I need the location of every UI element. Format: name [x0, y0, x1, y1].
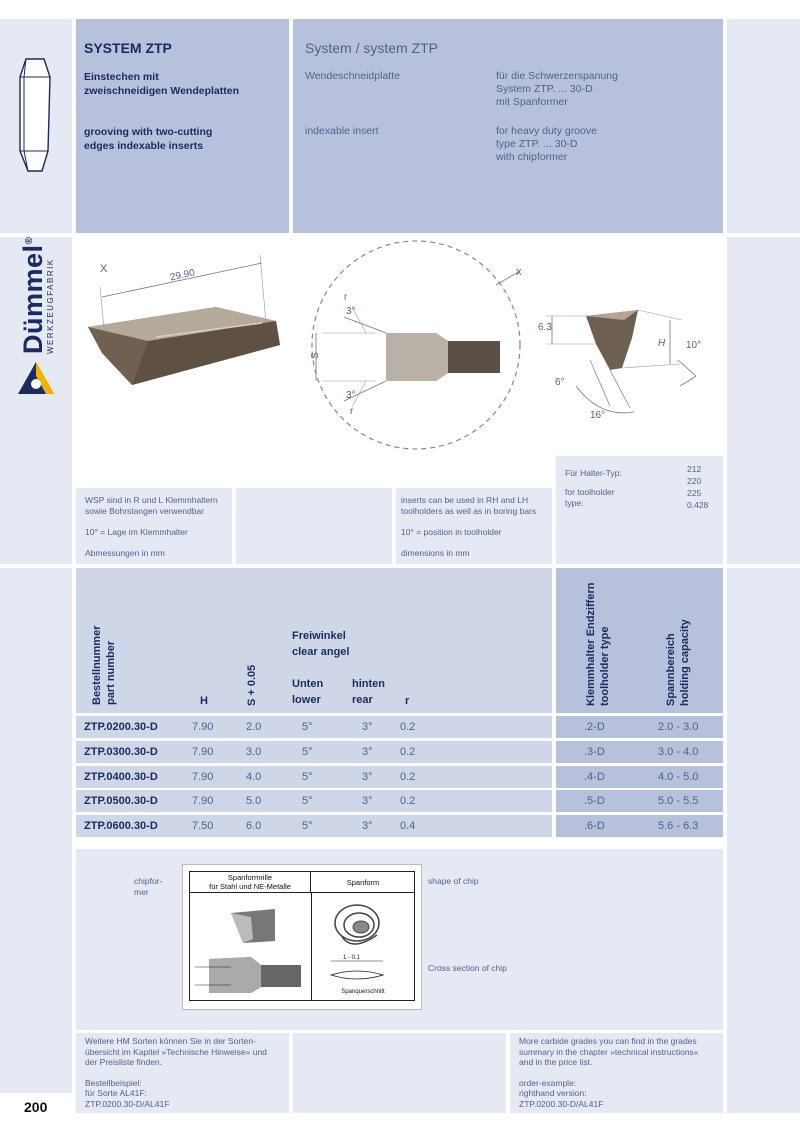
holder-type-1: 212: [687, 464, 702, 474]
table-cell-part: ZTP.0400.30-D: [84, 771, 158, 783]
side-panel-right-mid: [727, 237, 800, 564]
table-cell-part: ZTP.0300.30-D: [84, 746, 158, 758]
table-col-r: r: [405, 695, 410, 707]
table-cell-capacity: 5.6 - 6.3: [658, 820, 699, 832]
table-col-lower: [292, 676, 323, 708]
header-title-right: System / system ZTP: [305, 40, 439, 56]
footer-en2: summary in the chapter »technical instructions«: [519, 1046, 699, 1057]
table-col-capacity: [664, 619, 692, 706]
table-col-part: [90, 626, 118, 705]
table-cell-holder: .5-D: [584, 795, 605, 807]
holder-type-3: 225: [687, 488, 702, 498]
side-panel-left-bottom: [0, 568, 72, 1093]
chip-figure-title-left: [189, 873, 311, 891]
table-cell-s: 5.0: [246, 795, 262, 807]
drawing-s: S: [309, 352, 321, 359]
table-header-right: [556, 568, 723, 713]
table-cell-rear: 3°: [362, 820, 373, 832]
footer-blank-panel: [293, 1033, 506, 1113]
chip-box-left2: für Stahl und NE-Metalle: [209, 882, 291, 891]
drawing-angle-bottom: 3°: [346, 390, 356, 401]
table-cell-capacity: 2.0 - 3.0: [658, 721, 699, 733]
drawing-angle-10: 10°: [686, 340, 702, 351]
insert-side-icon: [12, 55, 56, 175]
header-desc-en: [496, 125, 597, 164]
table-cell-r: 0.2: [400, 795, 416, 807]
table-cell-holder: .3-D: [584, 746, 605, 758]
chip-illustration: [191, 895, 413, 999]
header-de-description: [84, 70, 239, 98]
header-desc-en2: type ZTP. ... 30-D: [496, 138, 578, 150]
chip-cross-label: Spanquerschnitt: [341, 989, 385, 995]
table-cell-h: 7.90: [192, 746, 214, 758]
header-insert-de: Wendeschneidplatte: [305, 70, 400, 82]
drawing-length: 29.90: [169, 267, 196, 284]
chip-label: [134, 876, 162, 897]
notes-en2: toolholders as well as in boring bars: [401, 505, 537, 516]
table-cell-lower: 5°: [302, 795, 313, 807]
footer-de2: übersicht im Kapitel »Technische Hinweise« und: [85, 1046, 267, 1057]
table-cell-lower: 5°: [302, 721, 313, 733]
table-col-h: H: [200, 695, 208, 707]
table-cell-s: 2.0: [246, 721, 262, 733]
table-cell-rear: 3°: [362, 795, 373, 807]
drawing-r-bottom: r: [350, 406, 354, 417]
table-cell-rear: 3°: [362, 771, 373, 783]
header-en-line1: grooving with two-cutting: [84, 126, 213, 138]
chip-label1: chipfor-: [134, 876, 163, 886]
table-col-part-en: part number: [105, 640, 117, 705]
header-desc-de3: mit Spanformer: [496, 96, 568, 108]
notes-de1: WSP sind in R und L Klemmhaltern: [85, 495, 218, 505]
table-cell-h: 7.50: [192, 820, 214, 832]
table-row: [76, 766, 724, 788]
table-cell-rear: 3°: [362, 721, 373, 733]
header-desc-de: [496, 70, 618, 109]
notes-en1: inserts can be used in RH and LH: [401, 495, 529, 505]
notes-de4: Abmessungen in mm: [85, 547, 165, 558]
footer-de1: Weitere HM Sorten können Sie in der Sorten-: [85, 1036, 256, 1046]
holder-types: [687, 463, 708, 511]
table-cell-r: 0.2: [400, 746, 416, 758]
brand-subtitle: WERKZEUGFABRIK: [46, 258, 55, 354]
chip-label2: mer: [134, 886, 149, 897]
drawing-label-x1: X: [100, 263, 108, 275]
header-de-line2: zweischneidigen Wendeplatten: [84, 85, 239, 97]
header-insert-en: indexable insert: [305, 125, 379, 137]
table-cell-h: 7.90: [192, 795, 214, 807]
footer-de5: für Sorte AL41F:: [85, 1088, 147, 1098]
footer-en3: and in the price list.: [519, 1057, 593, 1067]
notes-de3: 10° = Lage im Klemmhalter: [85, 527, 188, 537]
drawing-angle-top: 3°: [346, 306, 356, 317]
drawing-h-small: 6.3: [538, 322, 552, 333]
table-cell-capacity: 3.0 - 4.0: [658, 746, 699, 758]
header-en-description: [84, 125, 212, 153]
header-desc-de1: für die Schwerzerspanung: [496, 70, 618, 82]
table-cell-rear: 3°: [362, 746, 373, 758]
table-cell-r: 0.2: [400, 721, 416, 733]
notes-en4: dimensions in mm: [401, 547, 470, 558]
table-col-rear-en: rear: [352, 694, 373, 706]
notes-de2: sowie Bohrstangen verwendbar: [85, 505, 205, 516]
drawing-angle-6: 6°: [555, 377, 565, 388]
brand-name-text: Dümmel: [18, 244, 48, 354]
table-cell-h: 7.90: [192, 721, 214, 733]
footer-de3: der Preisliste finden.: [85, 1057, 163, 1067]
table-cell-lower: 5°: [302, 820, 313, 832]
header-desc-de2: System ZTP. ... 30-D: [496, 83, 593, 95]
table-col-lower-en: lower: [292, 694, 321, 706]
footer-en5: righthand version:: [519, 1088, 587, 1098]
table-cell-part: ZTP.0500.30-D: [84, 795, 158, 807]
notes-de: [85, 495, 218, 558]
profile-drawing: [530, 290, 730, 430]
notes-blank-panel: [236, 488, 392, 564]
side-panel-right-top: [727, 19, 800, 233]
holder-type-2: 220: [687, 476, 702, 486]
holder-label-en1: for toolholder: [565, 487, 615, 497]
table-cell-lower: 5°: [302, 771, 313, 783]
header-desc-en3: with chipformer: [496, 151, 568, 163]
header-de-line1: Einstechen mit: [84, 71, 159, 83]
brand-registered: ®: [24, 236, 35, 245]
table-col-holder-en: toolholder type: [599, 626, 611, 706]
chip-shape: shape of chip: [428, 876, 479, 886]
table-col-clear-en: clear angel: [292, 646, 350, 658]
table-row: [76, 815, 724, 837]
side-panel-right-bottom: [727, 568, 800, 1113]
table-row: [76, 790, 724, 812]
table-cell-holder: .6-D: [584, 820, 605, 832]
footer-en: [519, 1036, 699, 1109]
table-col-holder-de: Klemmhalter Endziffern: [585, 582, 597, 706]
chip-figure: [182, 864, 422, 1010]
drawing-angle-16: 16°: [590, 410, 606, 421]
drawing-r-top: r: [344, 292, 348, 303]
table-cell-r: 0.2: [400, 771, 416, 783]
table-col-rear: [352, 676, 385, 708]
table-cell-holder: .4-D: [584, 771, 605, 783]
holder-label-en: [565, 487, 615, 508]
chip-box-left1: Spanformrille: [227, 873, 273, 882]
brand-logo-icon: [16, 360, 56, 398]
technical-drawing: [76, 237, 556, 487]
brand-name: [18, 237, 49, 354]
table-cell-s: 4.0: [246, 771, 262, 783]
table-col-capacity-de: Spannbereich: [665, 633, 677, 706]
table-col-lower-de: Unten: [292, 678, 324, 690]
footer-de4: Bestellbeispiel:: [85, 1077, 142, 1088]
holder-type-4: 0.428: [687, 500, 709, 510]
page-number: 200: [24, 1099, 48, 1115]
table-row: [76, 741, 724, 763]
holder-label-en2: type:: [565, 497, 584, 508]
table-cell-r: 0.4: [400, 820, 416, 832]
table-col-holder: [584, 583, 612, 706]
drawing-label-x2: x: [516, 266, 522, 278]
header-title-left: SYSTEM ZTP: [84, 40, 172, 56]
table-cell-lower: 5°: [302, 746, 313, 758]
chip-cross-section: Cross section of chip: [428, 963, 507, 973]
notes-en3: 10° = position in toolholder: [401, 527, 502, 537]
table-cell-s: 6.0: [246, 820, 262, 832]
header-desc-en1: for heavy duty groove: [496, 125, 597, 137]
chip-figure-title-right: Spanform: [346, 878, 380, 887]
table-cell-holder: .2-D: [584, 721, 605, 733]
table-row: [76, 716, 724, 738]
table-cell-part: ZTP.0600.30-D: [84, 820, 158, 832]
chip-dim: 1 - 0.1: [343, 955, 361, 961]
table-col-capacity-en: holding capacity: [679, 619, 691, 706]
table-cell-part: ZTP.0200.30-D: [84, 721, 158, 733]
footer-de: [85, 1036, 267, 1109]
table-col-part-de: Bestellnummer: [91, 625, 103, 705]
table-col-clear-de: Freiwinkel: [292, 630, 346, 642]
drawing-h: H: [658, 338, 666, 349]
table-cell-capacity: 4.0 - 5.0: [658, 771, 699, 783]
header-en-line2: edges indexable inserts: [84, 140, 204, 152]
footer-de6: ZTP.0200.30-D/AL41F: [85, 1098, 170, 1109]
footer-en1: More carbide grades you can find in the grades: [519, 1036, 697, 1046]
holder-label-de: Für Halter-Typ:: [565, 468, 622, 478]
notes-en: [401, 495, 536, 558]
footer-en4: order-example:: [519, 1077, 577, 1088]
table-col-clear: [292, 628, 349, 660]
table-cell-capacity: 5.0 - 5.5: [658, 795, 699, 807]
table-cell-h: 7.90: [192, 771, 214, 783]
footer-en6: ZTP.0200.30-D/AL41F: [519, 1098, 604, 1109]
table-col-s: S + 0.05: [246, 664, 258, 706]
table-cell-s: 3.0: [246, 746, 262, 758]
table-col-rear-de: hinten: [352, 678, 385, 690]
